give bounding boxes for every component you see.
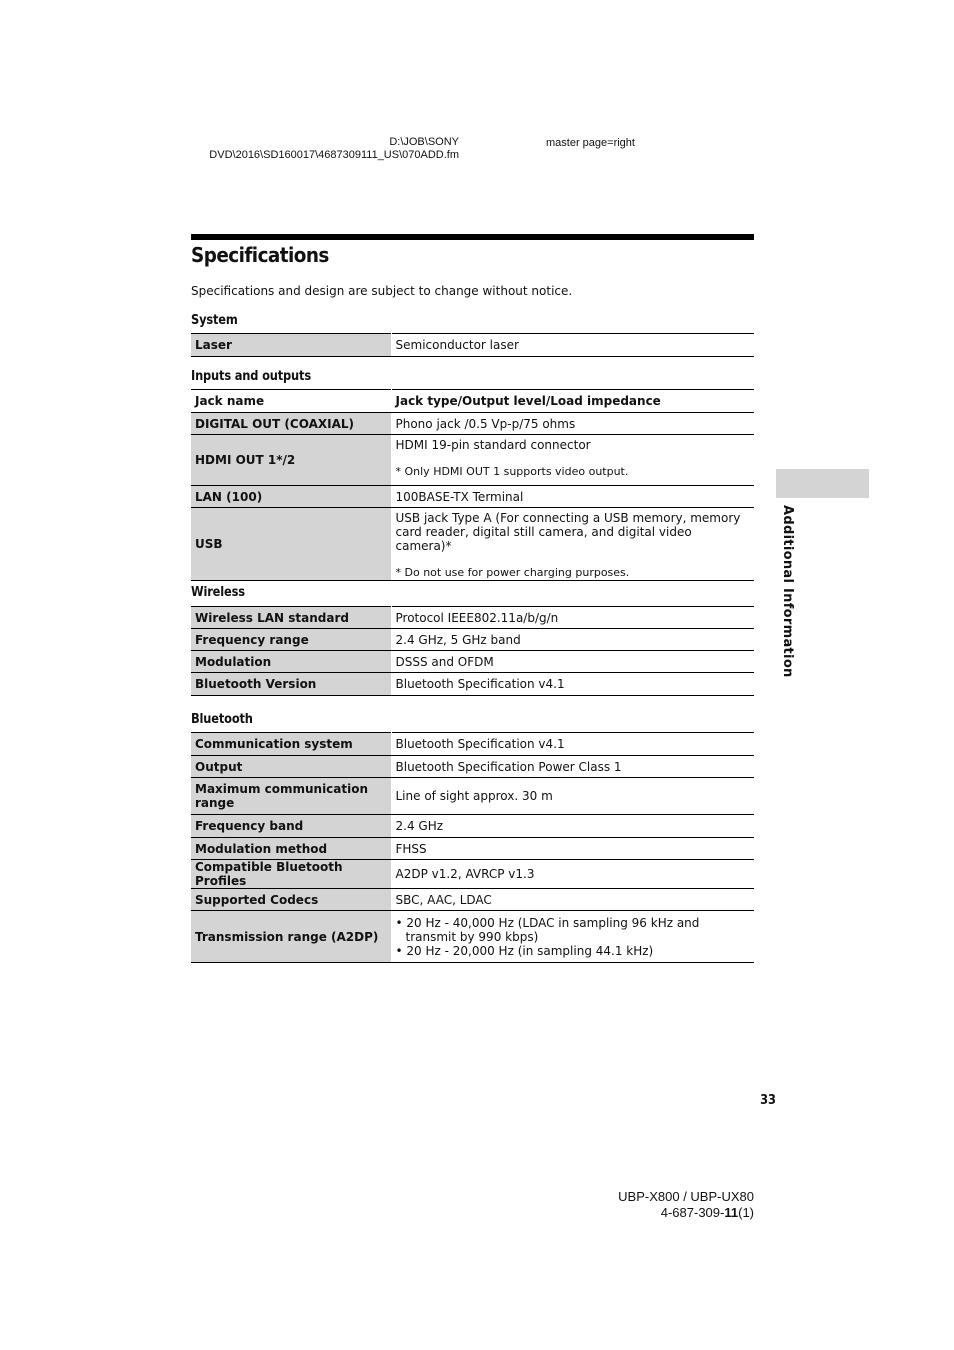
spec-key: Frequency range <box>191 629 391 651</box>
bullet-item: • 20 Hz - 20,000 Hz (in sampling 44.1 kHz) <box>395 943 654 958</box>
spec-key: Bluetooth Version <box>191 673 391 696</box>
column-header-jack-name: Jack name <box>191 390 391 413</box>
spec-value: Bluetooth Specification v4.1 <box>391 733 754 756</box>
spec-value: USB jack Type A (For connecting a USB memory, memory card reader, digital still camera, and digital video camera)* <box>395 511 741 553</box>
spec-value: 2.4 GHz <box>391 815 754 838</box>
spec-key: USB <box>191 508 391 581</box>
spec-key: Output <box>191 756 391 778</box>
spec-value-cell <box>391 911 754 963</box>
table-row <box>191 486 754 508</box>
table-row <box>191 508 754 581</box>
spec-value: 2.4 GHz, 5 GHz band <box>391 629 754 651</box>
spec-value: Semiconductor laser <box>391 334 754 357</box>
master-page-label: master page=right <box>546 137 635 149</box>
intro-text: Specifications and design are subject to change without notice. <box>191 284 573 298</box>
spec-value: Bluetooth Specification Power Class 1 <box>391 756 754 778</box>
table-row <box>191 838 754 860</box>
spec-value: FHSS <box>391 838 754 860</box>
section-heading-wireless: Wireless <box>191 585 245 600</box>
spec-key: LAN (100) <box>191 486 391 508</box>
table-header-row <box>191 390 754 413</box>
spec-key: DIGITAL OUT (COAXIAL) <box>191 413 391 435</box>
wireless-table <box>191 606 754 696</box>
spec-key: Laser <box>191 334 391 357</box>
spec-value: 100BASE-TX Terminal <box>391 486 754 508</box>
spec-key: Modulation method <box>191 838 391 860</box>
footer <box>560 1189 754 1221</box>
bullet-item: • 20 Hz - 40,000 Hz (LDAC in sampling 96 kHz and transmit by 990 kbps) <box>395 915 700 944</box>
side-tab-label: Additional Information <box>780 505 795 678</box>
table-row <box>191 673 754 696</box>
table-row <box>191 889 754 911</box>
spec-key: Frequency band <box>191 815 391 838</box>
spec-value: A2DP v1.2, AVRCP v1.3 <box>391 860 754 889</box>
document-code <box>560 1205 754 1221</box>
table-row <box>191 435 754 486</box>
table-row <box>191 911 754 963</box>
system-table <box>191 333 754 357</box>
code-prefix: 4-687-309- <box>660 1205 725 1220</box>
code-suffix: (1) <box>738 1205 754 1220</box>
table-row <box>191 778 754 815</box>
table-row <box>191 607 754 629</box>
section-heading-system: System <box>191 313 238 328</box>
spec-value: SBC, AAC, LDAC <box>391 889 754 911</box>
column-header-jack-type: Jack type/Output level/Load impedance <box>391 390 754 413</box>
bluetooth-table <box>191 732 754 963</box>
footnote: * Only HDMI OUT 1 supports video output. <box>395 465 629 478</box>
model-number: UBP-X800 / UBP-UX80 <box>618 1189 754 1204</box>
spec-key: Compatible Bluetooth Profiles <box>191 860 391 889</box>
spec-value-cell <box>391 508 754 581</box>
table-row <box>191 756 754 778</box>
code-bold: 11 <box>724 1205 739 1220</box>
footnote: * Do not use for power charging purposes. <box>395 566 630 579</box>
spec-value: HDMI 19-pin standard connector <box>395 438 591 452</box>
spec-key: HDMI OUT 1*/2 <box>191 435 391 486</box>
spec-value: DSSS and OFDM <box>391 651 754 673</box>
spec-value-cell <box>391 435 754 486</box>
spec-key: Modulation <box>191 651 391 673</box>
spec-key: Transmission range (A2DP) <box>191 911 391 963</box>
spec-key: Maximum communication range <box>191 778 391 815</box>
io-table <box>191 389 754 581</box>
table-row <box>191 733 754 756</box>
side-tab <box>776 469 869 498</box>
table-row <box>191 651 754 673</box>
file-path-line1: D:\JOB\SONY <box>389 136 459 148</box>
title-rule <box>191 234 754 240</box>
table-row <box>191 860 754 889</box>
page-title: Specifications <box>191 243 329 267</box>
file-path <box>150 136 459 162</box>
spec-key: Wireless LAN standard <box>191 607 391 629</box>
spec-value: Protocol IEEE802.11a/b/g/n <box>391 607 754 629</box>
section-heading-inputs-outputs: Inputs and outputs <box>191 369 311 384</box>
table-row <box>191 815 754 838</box>
table-row <box>191 334 754 357</box>
spec-key: Supported Codecs <box>191 889 391 911</box>
spec-key: Communication system <box>191 733 391 756</box>
spec-value: Phono jack /0.5 Vp-p/75 ohms <box>391 413 754 435</box>
spec-value: Bluetooth Specification v4.1 <box>391 673 754 696</box>
table-row <box>191 629 754 651</box>
spec-value: Line of sight approx. 30 m <box>391 778 754 815</box>
table-row <box>191 413 754 435</box>
page-number: 33 <box>760 1093 776 1108</box>
file-path-line2: DVD\2016\SD160017\4687309111_US\070ADD.fm <box>209 149 459 161</box>
section-heading-bluetooth: Bluetooth <box>191 712 253 727</box>
